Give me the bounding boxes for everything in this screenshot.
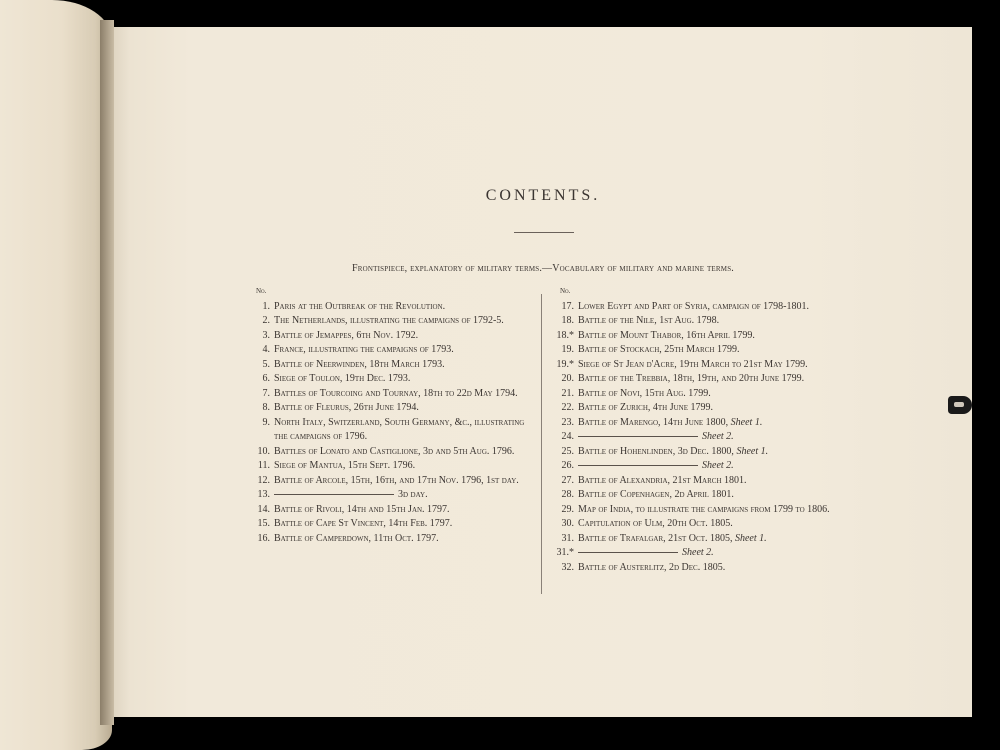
- entry-title: Battle of Jemappes, 6th Nov. 1792.: [274, 329, 419, 341]
- entry-number: 31.: [561, 532, 574, 544]
- contents-entry: [244, 445, 534, 460]
- contents-entry: [244, 358, 534, 373]
- entry-title: Battle of Alexandria, 21st March 1801.: [578, 474, 747, 486]
- entry-title: Battle of Arcole, 15th, 16th, and 17th Nov. 1796, 1st day.: [274, 474, 519, 486]
- entry-title: Battles of Tourcoing and Tournay, 18th to 22d May 1794.: [274, 387, 518, 399]
- entry-number: 3.: [262, 329, 270, 341]
- entry-number: 32.: [561, 561, 574, 573]
- entry-number: 9.: [262, 416, 270, 428]
- entry-number: 8.: [262, 402, 270, 413]
- ditto-rule: [578, 552, 678, 553]
- entry-title: Battle of Hohenlinden, 3d Dec. 1800,: [578, 445, 734, 457]
- entry-title: France, illustrating the campaigns of 1793.: [274, 344, 454, 355]
- entry-number: 13.: [257, 489, 270, 500]
- entry-number: 10.: [257, 445, 270, 457]
- contents-entry: [244, 314, 534, 329]
- entry-number: 22.: [561, 402, 574, 413]
- contents-left-column: [244, 284, 534, 546]
- entry-title: Battle of Mount Thabor, 16th April 1799.: [578, 329, 755, 341]
- entry-number: 30.: [561, 518, 574, 529]
- entry-number: 5.: [262, 358, 270, 370]
- entry-title: Battle of Zurich, 4th June 1799.: [578, 402, 713, 413]
- contents-entry: [244, 372, 534, 387]
- entry-title: 3d day.: [398, 489, 428, 500]
- contents-entry: [244, 459, 534, 474]
- entry-number: 26.: [561, 460, 574, 471]
- number-column-label: No.: [560, 287, 571, 295]
- sheet-label: Sheet 1.: [734, 532, 767, 544]
- contents-entry: [548, 372, 838, 387]
- column-divider: [541, 294, 542, 594]
- entry-title: Battle of Neerwinden, 18th March 1793.: [274, 358, 445, 370]
- contents-entry: [244, 474, 534, 489]
- entry-title: Battle of Fleurus, 26th June 1794.: [274, 402, 419, 413]
- entry-number: 19.*: [556, 358, 574, 370]
- contents-entry: [548, 546, 838, 561]
- entry-title: North Italy, Switzerland, South Germany, &c., illustrating the campaigns of 1796.: [274, 416, 525, 442]
- entry-number: 19.: [561, 344, 574, 355]
- sheet-label: Sheet 2.: [682, 547, 714, 558]
- entry-title: Battle of Copenhagen, 2d April 1801.: [578, 489, 734, 500]
- entry-title: Siege of Toulon, 19th Dec. 1793.: [274, 373, 411, 384]
- contents-entry: [548, 329, 838, 344]
- sheet-label: Sheet 2.: [702, 460, 734, 471]
- contents-entry: [244, 300, 534, 315]
- entry-number: 27.: [561, 474, 574, 486]
- entry-number: 24.: [561, 431, 574, 442]
- sheet-label: Sheet 1.: [736, 445, 769, 457]
- entry-number: 25.: [561, 445, 574, 457]
- page-subtitle: Frontispiece, explanatory of military terms.—Vocabulary of military and marine terms.: [351, 263, 734, 274]
- entry-number: 21.: [561, 387, 574, 399]
- contents-entry: [548, 517, 838, 532]
- number-column-label: No.: [256, 287, 267, 295]
- contents-entry: [548, 459, 838, 474]
- sheet-label: Sheet 1.: [730, 416, 763, 428]
- entry-title: Siege of Mantua, 15th Sept. 1796.: [274, 460, 416, 471]
- title-rule: [514, 232, 574, 233]
- contents-entry: [548, 358, 838, 373]
- entry-title: Battle of Camperdown, 11th Oct. 1797.: [274, 532, 439, 544]
- contents-entry: [548, 343, 838, 358]
- contents-entry: [244, 488, 534, 503]
- entry-number: 14.: [257, 503, 270, 515]
- contents-entry: [244, 517, 534, 532]
- entry-number: 16.: [257, 532, 270, 544]
- entry-title: Battles of Lonato and Castiglione, 3d and 5th Aug. 1796.: [274, 445, 515, 457]
- contents-entry: [548, 488, 838, 503]
- entry-number: 2.: [262, 315, 270, 326]
- contents-entry: [548, 474, 838, 489]
- entry-number: 23.: [561, 416, 574, 428]
- entry-title: Capitulation of Ulm, 20th Oct. 1805.: [578, 518, 733, 529]
- contents-entry: [548, 430, 838, 445]
- entry-title: Battle of Austerlitz, 2d Dec. 1805.: [578, 561, 726, 573]
- entry-title: Battle of Novi, 15th Aug. 1799.: [578, 387, 711, 399]
- binder-clip: [948, 396, 972, 414]
- contents-entry: [548, 300, 838, 315]
- ditto-rule: [578, 465, 698, 466]
- entry-title: Battle of Marengo, 14th June 1800,: [578, 416, 729, 428]
- entry-number: 1.: [262, 300, 270, 312]
- entry-number: 18.: [561, 315, 574, 326]
- entry-title: Map of India, to illustrate the campaigns from 1799 to 1806.: [578, 503, 830, 515]
- entry-number: 17.: [561, 300, 574, 312]
- entry-number: 15.: [257, 518, 270, 529]
- entry-title: Battle of Rivoli, 14th and 15th Jan. 1797.: [274, 503, 450, 515]
- contents-entry: [244, 387, 534, 402]
- book-page: [104, 27, 972, 717]
- entry-title: Siege of St Jean d'Acre, 19th March to 21st May 1799.: [578, 358, 808, 370]
- contents-entry: [548, 387, 838, 402]
- page-title: CONTENTS.: [485, 187, 601, 204]
- entry-title: The Netherlands, illustrating the campaigns of 1792-5.: [274, 315, 504, 326]
- contents-entry: [548, 561, 838, 576]
- entry-title: Battle of the Nile, 1st Aug. 1798.: [578, 315, 720, 326]
- contents-entry: [548, 416, 838, 431]
- contents-entry: [548, 445, 838, 460]
- contents-entry: [244, 416, 534, 445]
- contents-entry: [244, 343, 534, 358]
- ditto-rule: [274, 494, 394, 495]
- sheet-label: Sheet 2.: [702, 431, 734, 442]
- entry-number: 31.*: [556, 547, 574, 558]
- contents-right-column: [548, 284, 838, 575]
- contents-entry: [548, 532, 838, 547]
- contents-entry: [244, 329, 534, 344]
- contents-entry: [548, 401, 838, 416]
- entry-number: 12.: [257, 474, 270, 486]
- entry-title: Battle of the Trebbia, 18th, 19th, and 20th June 1799.: [578, 373, 805, 384]
- entry-number: 6.: [262, 373, 270, 384]
- entry-number: 11.: [257, 460, 270, 471]
- entry-number: 28.: [561, 489, 574, 500]
- entry-number: 20.: [561, 373, 574, 384]
- entry-title: Battle of Cape St Vincent, 14th Feb. 1797.: [274, 518, 453, 529]
- entry-title: Battle of Stockach, 25th March 1799.: [578, 344, 740, 355]
- entry-title: Lower Egypt and Part of Syria, campaign of 1798-1801.: [578, 300, 810, 312]
- left-page-edge: [0, 0, 112, 750]
- entry-title: Battle of Trafalgar, 21st Oct. 1805,: [578, 532, 733, 544]
- entry-number: 7.: [262, 387, 270, 399]
- contents-entry: [244, 532, 534, 547]
- entry-number: 18.*: [556, 329, 574, 341]
- contents-entry: [548, 503, 838, 518]
- contents-entry: [244, 503, 534, 518]
- ditto-rule: [578, 436, 698, 437]
- book-gutter: [100, 20, 114, 725]
- entry-number: 29.: [561, 503, 574, 515]
- entry-title: Paris at the Outbreak of the Revolution.: [274, 300, 446, 312]
- contents-entry: [548, 314, 838, 329]
- contents-entry: [244, 401, 534, 416]
- entry-number: 4.: [262, 344, 270, 355]
